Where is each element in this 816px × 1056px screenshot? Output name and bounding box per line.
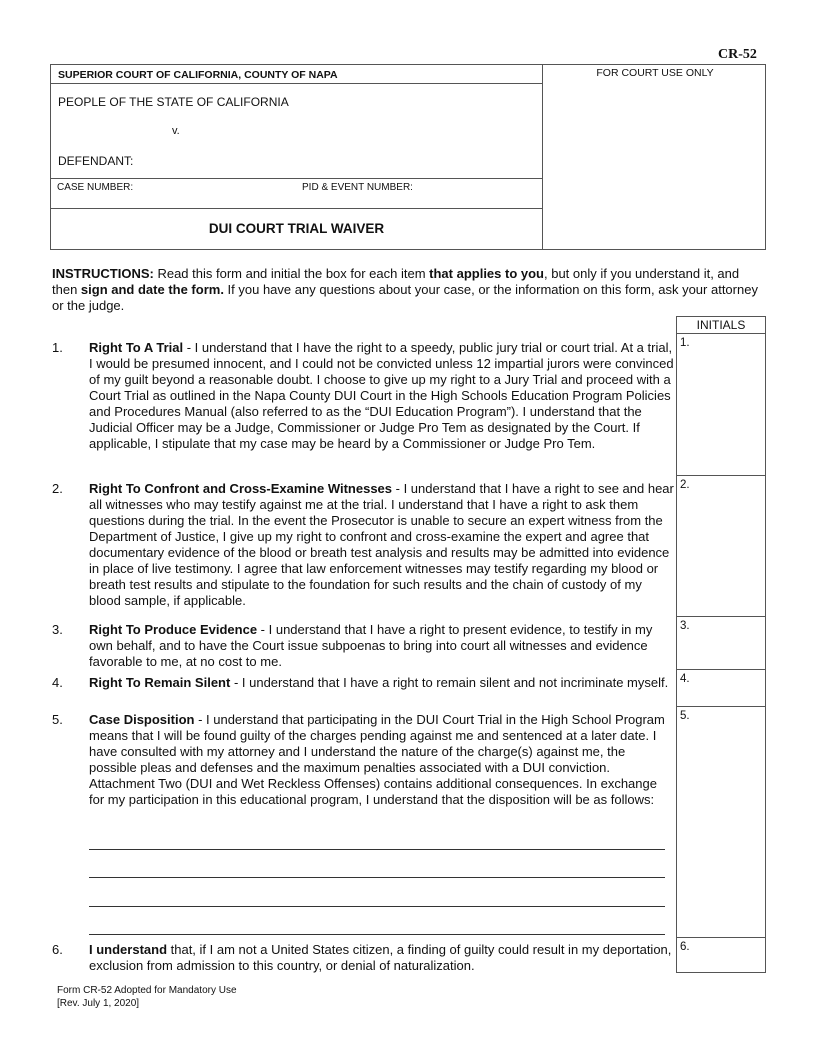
item-number: 3. xyxy=(52,622,63,637)
document-title: DUI COURT TRIAL WAIVER xyxy=(208,221,385,236)
court-use-label: FOR COURT USE ONLY xyxy=(596,67,714,79)
initial-box-number: 3. xyxy=(680,620,690,632)
defendant-field[interactable]: DEFENDANT: xyxy=(58,154,134,168)
instructions xyxy=(52,266,766,314)
caption-box xyxy=(50,64,766,250)
divider xyxy=(51,178,542,179)
initial-box-number: 5. xyxy=(680,710,690,722)
divider xyxy=(51,83,542,84)
disposition-line[interactable] xyxy=(89,906,665,907)
list-item xyxy=(89,622,675,670)
disposition-line[interactable] xyxy=(89,934,665,935)
initial-box-3[interactable] xyxy=(676,617,766,670)
pid-event-number-field[interactable]: PID & EVENT NUMBER: xyxy=(302,182,413,193)
footer-revision: [Rev. July 1, 2020] xyxy=(57,998,140,1009)
item-title: Right To Produce Evidence xyxy=(89,622,258,637)
instructions-emphasis: that applies to you xyxy=(429,266,544,281)
item-body: - I understand that I have a right to remain silent and not incriminate myself. xyxy=(230,675,669,690)
item-number: 2. xyxy=(52,481,63,496)
form-footer xyxy=(57,984,237,1010)
initial-box-number: 2. xyxy=(680,479,690,491)
initial-box-5[interactable] xyxy=(676,707,766,938)
initial-box-6[interactable] xyxy=(676,938,766,973)
initial-box-number: 1. xyxy=(680,337,690,349)
initials-header: INITIALS xyxy=(676,316,766,334)
divider xyxy=(51,208,542,209)
plaintiff-label: PEOPLE OF THE STATE OF CALIFORNIA xyxy=(58,95,289,109)
initial-box-4[interactable] xyxy=(676,670,766,707)
item-number: 1. xyxy=(52,340,63,355)
instructions-label: INSTRUCTIONS: xyxy=(52,266,154,281)
item-title: Case Disposition xyxy=(89,712,195,727)
initial-box-number: 4. xyxy=(680,673,690,685)
disposition-line[interactable] xyxy=(89,877,665,878)
item-number: 5. xyxy=(52,712,63,727)
versus-label: v. xyxy=(172,125,180,137)
list-item xyxy=(89,340,675,452)
list-item xyxy=(89,712,675,808)
court-name: SUPERIOR COURT OF CALIFORNIA, COUNTY OF NAPA xyxy=(58,69,338,81)
instructions-text: , but only if you understand it, and then xyxy=(52,266,740,297)
item-body: - I understand that participating in the DUI Court Trial in the High School Program means that I will be found guilty of the charges pending against me and sentenced at a later date. I have consulted with my attorney and I understand the nature of the charge(s) against me, the possible pleas and defenses and the maximum penalties associated with a DUI conviction. Attachment Two (DUI and Wet Reckless Offenses) contains additional consequences. In exchange for my participation in this educational program, I understand that the disposition will be as follows: xyxy=(89,712,665,807)
item-title: Right To Confront and Cross-Examine Witnesses xyxy=(89,481,393,496)
item-title: I understand xyxy=(89,942,168,957)
initial-box-number: 6. xyxy=(680,941,690,953)
item-body: - I understand that I have the right to a speedy, public jury trial or court trial. At a trial, I would be presumed innocent, and I could not be convicted unless 12 impartial jurors were convinced of my guilt beyond a reasonable doubt. I choose to give up my right to a Jury Trial and proceed with a Court Trial as outlined in the Napa County DUI Court in the High Schools Education Program Policies and Procedures Manual (also referred to as the “DUI Education Program”). I understand that the Judicial Officer may be a Judge, Commissioner or Judge Pro Tem as designated by the Court. If applicable, I stipulate that my case may be heard by a Commissioner or Judge Pro Tem. xyxy=(89,340,674,451)
list-item xyxy=(89,675,675,691)
list-item xyxy=(89,481,675,609)
item-number: 6. xyxy=(52,942,63,957)
item-title: Right To A Trial xyxy=(89,340,184,355)
item-body: that, if I am not a United States citizen, a finding of guilty could result in my deportation, exclusion from admission to this country, or denial of naturalization. xyxy=(89,942,672,973)
form-id: CR-52 xyxy=(718,47,757,62)
initial-box-1[interactable] xyxy=(676,334,766,476)
item-body: - I understand that I have a right to present evidence, to testify in my own behalf, and to have the Court issue subpoenas to bring into court all witnesses and evidence favorable to me, at no cost to me. xyxy=(89,622,653,669)
instructions-text: If you have any questions about your case, or the information on this form, ask your attorney or the judge. xyxy=(52,282,758,313)
item-title: Right To Remain Silent xyxy=(89,675,231,690)
divider xyxy=(542,65,543,249)
instructions-emphasis: sign and date the form. xyxy=(80,282,224,297)
list-item xyxy=(89,942,675,974)
instructions-text: Read this form and initial the box for each item xyxy=(153,266,430,281)
item-number: 4. xyxy=(52,675,63,690)
case-number-field[interactable]: CASE NUMBER: xyxy=(57,182,134,193)
item-body: - I understand that I have a right to see and hear all witnesses who may testify against me at the trial. I understand that I have a right to ask them questions during the trial. In the event the Prosecutor is unable to secure an expert witness from the Department of Justice, I give up my right to confront and cross-examine the expert and agree that documentary evidence of the blood or breath test analysis and results may be admitted into evidence in place of live testimony. I agree that law enforcement witnesses may testify regarding my blood or breath test results and stipulate to the foundation for such results and the chain of custody of my blood sample, if applicable. xyxy=(89,481,674,608)
initial-box-2[interactable] xyxy=(676,476,766,617)
disposition-line[interactable] xyxy=(89,849,665,850)
footer-adopted: Form CR-52 Adopted for Mandatory Use xyxy=(57,985,237,996)
